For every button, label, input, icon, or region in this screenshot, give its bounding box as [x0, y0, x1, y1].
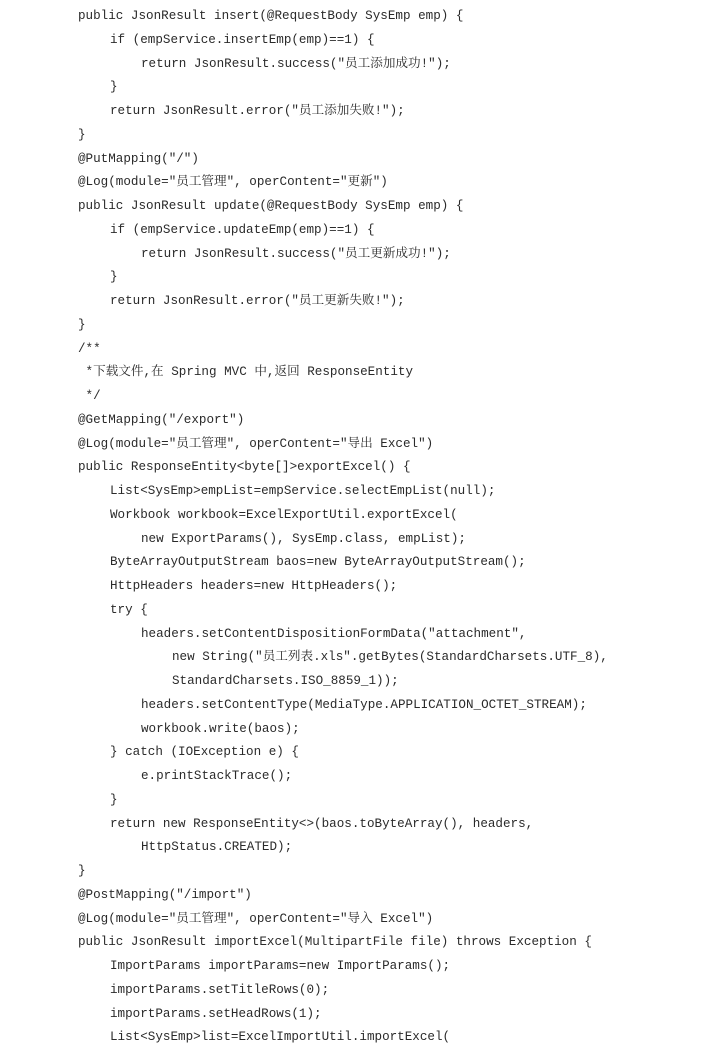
- code-line: importParams.setHeadRows(1);: [110, 1006, 322, 1021]
- code-line: public JsonResult insert(@RequestBody SysEmp emp) {: [78, 9, 464, 23]
- code-line: public JsonResult importExcel(MultipartFile file) throws Exception {: [78, 935, 592, 950]
- code-line: } catch (IOException e) {: [110, 745, 299, 760]
- code-line: List<SysEmp>list=ExcelImportUtil.importExcel(: [110, 1030, 451, 1045]
- code-line: @PutMapping("/"): [78, 151, 199, 166]
- code-line: workbook.write(baos);: [141, 721, 300, 736]
- code-line: Workbook workbook=ExcelExportUtil.exportExcel(: [110, 507, 458, 522]
- code-line: List<SysEmp>empList=empService.selectEmpList(null);: [110, 484, 496, 498]
- code-line: ImportParams importParams=new ImportParams();: [110, 959, 451, 973]
- code-line: }: [110, 792, 118, 807]
- code-line: }: [110, 80, 118, 95]
- code-line: @Log(module="员工管理", operContent="导出 Excel"): [78, 436, 434, 451]
- code-line: headers.setContentType(MediaType.APPLICATION_OCTET_STREAM);: [141, 697, 587, 712]
- code-line: @GetMapping("/export"): [78, 412, 245, 427]
- code-line: public JsonResult update(@RequestBody SysEmp emp) {: [78, 199, 464, 213]
- code-line: if (empService.updateEmp(emp)==1) {: [110, 222, 375, 237]
- code-line: HttpHeaders headers=new HttpHeaders();: [110, 579, 398, 593]
- code-line: importParams.setTitleRows(0);: [110, 982, 330, 997]
- code-line: */: [78, 389, 101, 403]
- code-line: HttpStatus.CREATED);: [141, 840, 293, 855]
- code-line: /**: [78, 341, 101, 356]
- code-line: new ExportParams(), SysEmp.class, empList);: [141, 531, 466, 546]
- code-line: @Log(module="员工管理", operContent="导入 Excel"): [78, 911, 434, 926]
- code-line: }: [78, 127, 86, 142]
- code-line: e.printStackTrace();: [141, 769, 293, 783]
- code-line: StandardCharsets.ISO_8859_1));: [172, 674, 399, 688]
- code-line: new String("员工列表.xls".getBytes(StandardCharsets.UTF_8),: [172, 650, 608, 665]
- code-line: return JsonResult.success("员工添加成功!");: [141, 56, 451, 71]
- code-line: @PostMapping("/import"): [78, 887, 252, 902]
- code-line: public ResponseEntity<byte[]>exportExcel() {: [78, 460, 411, 475]
- code-line: try {: [110, 602, 148, 617]
- code-line: return JsonResult.error("员工更新失败!");: [110, 294, 405, 308]
- code-line: if (empService.insertEmp(emp)==1) {: [110, 32, 375, 47]
- code-line: }: [78, 317, 86, 332]
- code-line: *下载文件,在 Spring MVC 中,返回 ResponseEntity: [78, 365, 414, 380]
- code-line: return JsonResult.error("员工添加失败!");: [110, 104, 405, 118]
- code-line: return JsonResult.success("员工更新成功!");: [141, 246, 451, 261]
- code-line: headers.setContentDispositionFormData("attachment",: [141, 626, 527, 641]
- code-line: ByteArrayOutputStream baos=new ByteArrayOutputStream();: [110, 555, 526, 570]
- code-line: @Log(module="员工管理", operContent="更新"): [78, 175, 388, 190]
- code-line: }: [110, 270, 118, 285]
- code-line: return new ResponseEntity<>(baos.toByteArray(), headers,: [110, 816, 534, 831]
- code-line: }: [78, 864, 86, 878]
- code-listing: [78, 5, 708, 1050]
